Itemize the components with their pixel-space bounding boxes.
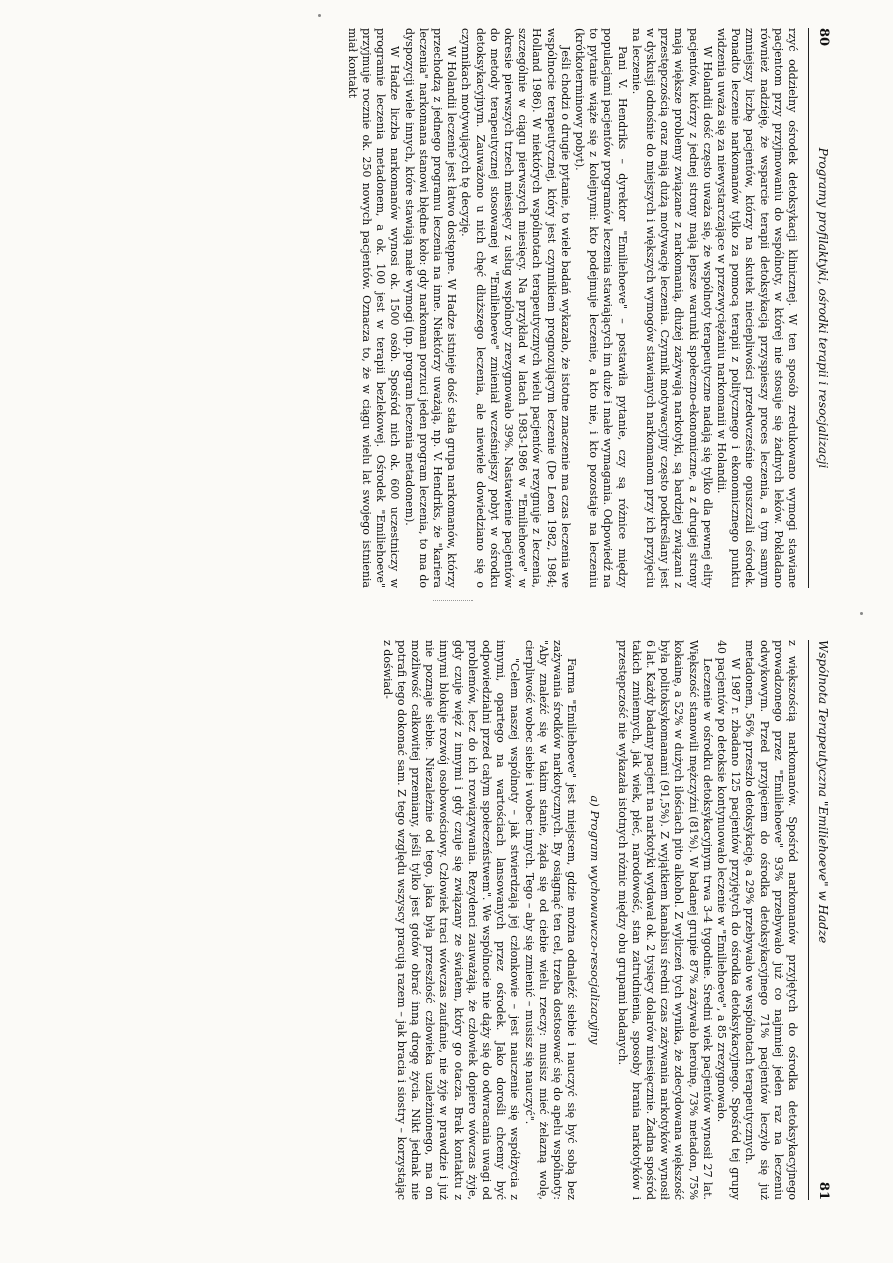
paragraph: "Celem naszej wspólnoty – jak stwierdzają jej członkowie – jest nauczenie się współżycia z innymi, opartego na wartościach lansowanych przez ośrodek. Jako dorośli chcemy być odpowiedzialni przed całym społeczeństwem". We wspólnocie nie dąży się do odwracania uwagi od problemów, lecz do ich rozwiązywania. Rezydenci zauważają, że człowiek dopiero wówczas żyje, gdy czuje więź z innymi i gdy czuje się związany ze światem, który go otacza. Brak kontaktu z innymi blokuje rozwój osobowościowy. Człowiek traci wówczas zaufanie, nie żyje w prawdzie i już nie poznaje siebie. Niezależnie od tego, jaka była przeszłość człowieka uzależnionego, ma on możliwość całkowitej przemiany, jeśli tylko jest gotów obrać inną drogę życia. Nikt jednak nie potrafi tego dokonać sam. Z tego względu wszyscy pracują razem – jak bracia i siostry – korzystając z doświad- — [380, 640, 522, 1200]
scan-speck — [860, 612, 863, 615]
paragraph: Leczenie w ośrodku detoksykacyjnym trwa 3-4 tygodnie. Średni wiek pacjentów wynosił 27 lat. Większość stanowili mężczyźni (81%). W badanej grupie 87% zażywało heroinę, 73% metadon, 75% kokainę, a 52% w dużych ilościach pito alkohol. Z wyliczeń tych wynika, że zdecydowana większość była politoksykomanami (91,5%). Z wyjątkiem kanabisu średni czas zażywania narkotyków wynosił 6 lat. Każdy badany pacjent na narkotyki wydawał ok. 2 tysięcy dolarów miesięcznie. Żadna spośród takich zmiennych, jak wiek, płeć, narodowość, stan zatrudnienia, sposoby brania narkotyków i przestępczość nie wykazała istotnych różnic między obu grupami badanych. — [615, 640, 714, 1200]
paragraph: rzyć oddzielny ośrodek detoksykacji klinicznej. W ten sposób zredukowano wymogi stawiane pacjentom przy przyjmowaniu do wspólnoty, w której nie stosuje się żadnych leków. Pokładano również nadzieję, że wsparcie terapii detoksykacją przyspieszy proces leczenia, a tym samym zmniejszy liczbę pacjentów, którzy na skutek nieciepliwości przedwcześnie opuszczali ośrodek. Ponadto leczenie narkomanów tylko za pomocą terapii z politycznego i ekonomicznego punktu widzenia uważa się za niewystarczające w przezwyciężaniu narkomanii w Holandii. — [714, 28, 799, 588]
binding-gutter — [433, 600, 473, 631]
paragraph: W Holandii dość często uważa się, że wspólnoty terapeutyczne nadają się tylko dla pewnej elity pacjentów, którzy z jednej strony mają lepsze warunki społeczno-ekonomiczne, a z drugiej strony mają większe problemy związane z narkomanią, dłużej zażywają narkotyki, są bardziej związani z przestępczością oraz mają dużą motywację leczenia. Czynnik motywacyjny często podkreślany jest w dyskusji odnośnie do miejszych i większych wymogów stawianych narkomanom przy ich przyjęciu na leczenie. — [629, 28, 714, 588]
right-page — [0, 640, 893, 1200]
right-page-header — [808, 640, 833, 1200]
paragraph: Farma "Emiliehoeve" jest miejscem, gdzie można odnaleźć siebie i nauczyć się być sobą bez zażywania środków narkotycznych. By osiągnąć ten cel, trzeba dostosować się do apelu wspólnoty: "Aby znaleźć się w takim stanie, żąda się od ciebie wielu rzeczy: musisz mieć żelazną wolę, cierpliwość wobec siebie i wobec innych. Tego – aby się zmienić – musisz się nauczyć". — [522, 640, 579, 1200]
left-running-title: Programy profilaktyki, ośrodki terapii i resocjalizacji — [816, 147, 830, 469]
scan-speck — [318, 14, 321, 17]
right-page-body — [30, 640, 799, 1200]
paragraph: Pani V. Hendriks – dyrektor "Emiliehoeve" – postawiła pytanie, czy są różnice między populacjami pacjentów programów leczenia stawiających im duże i małe wymagania. Odpowiedź na to pytanie wiąże się z kolejnymi: kto podejmuje leczenie, a kto nie, i kto pozostaje na leczeniu (krótkoterminowy pobyt). — [572, 28, 629, 588]
left-page-body — [30, 28, 799, 588]
left-page-number: 80 — [816, 28, 831, 47]
paragraph: Jeśli chodzi o drugie pytanie, to wiele badań wykazało, że istotne znaczenie ma czas leczenia we wspólnocie terapeutycznej, który jest czynnikiem prognozującym leczenie (De Leon 1982, 1984; Holland 1986). W niektórych wspólnotach terapeutycznych wielu pacjentów rezygnuje z leczenia, szczególnie w ciągu pierwszych miesięcy. Na przykład w latach 1983-1986 w "Emiliehoeve" w okresie pierwszych trzech miesięcy z usług wspólnoty zrezygnowało 39%. Nastawienie pacjentów do metody terapeutycznej stosowanej w "Emiliehoeve" zmieniał wcześniejszy pobyt w ośrodku detoksykacyjnym. Zauważono u nich chęć dłuższego leczenia, ale niewiele dowiedziano się o czynnikach motywujących tę decyzję. — [459, 28, 572, 588]
right-page-number: 81 — [816, 1181, 831, 1200]
paragraph: z większością narkomanów. Spośród narkomanów przyjętych do ośrodka detoksykacyjnego prowadzonego przez "Emiliehoeve" 93% przebywało już co najmniej jeden raz na leczeniu odwykowym. Przed przyjęciem do ośrodka detoksykacyjnego 71% pacjentów leczyło się już metadonem, 56% przeszło detoksykację, a 29% przebywało we wspólnotach terapeutycznych. — [743, 640, 799, 1200]
paragraph: W Hadze liczba narkomanów wynosi ok. 1500 osób. Spośród nich ok. 600 uczestniczy w programie leczenia metadonem, a ok. 100 jest w terapii bezlekowej. Ośrodek "Emiliehoeve" przyjmuje rocznie ok. 250 nowych pacjentów. Oznacza to, że w ciągu wielu lat swojego istnienia miał kontakt — [345, 28, 402, 588]
paragraph: W Holandii leczenie jest łatwo dostępne. W Hadze istnieje dość stała grupa narkomanów, którzy przechodzą z jednego programu leczenia na inne. Niektórzy uważają, np. V. Hendriks, że "kariera leczenia" narkomana stanowi błędne koło: gdy narkoman porzuci jeden program leczenia, to ma do dyspozycji wiele innych, które stawiają małe wymogi (np. program leczenia metadonem). — [402, 28, 459, 588]
left-page-header — [808, 28, 833, 588]
section-heading: a) Program wychowawczo-resocjalizacyjny — [588, 795, 603, 1045]
paragraph: W 1987 r. zbadano 125 pacjentów przyjętych do ośrodka detoksykacyjnego. Spośród tej grupy 40 pacjentów po detoksie kontynuowało leczenie w "Emiliehoeve", a 85 zrezygnowało. — [714, 640, 743, 1200]
right-running-title: Wspólnota Terapeutyczna "Emiliehoeve" w Hadze — [816, 640, 830, 944]
left-page — [0, 28, 893, 588]
